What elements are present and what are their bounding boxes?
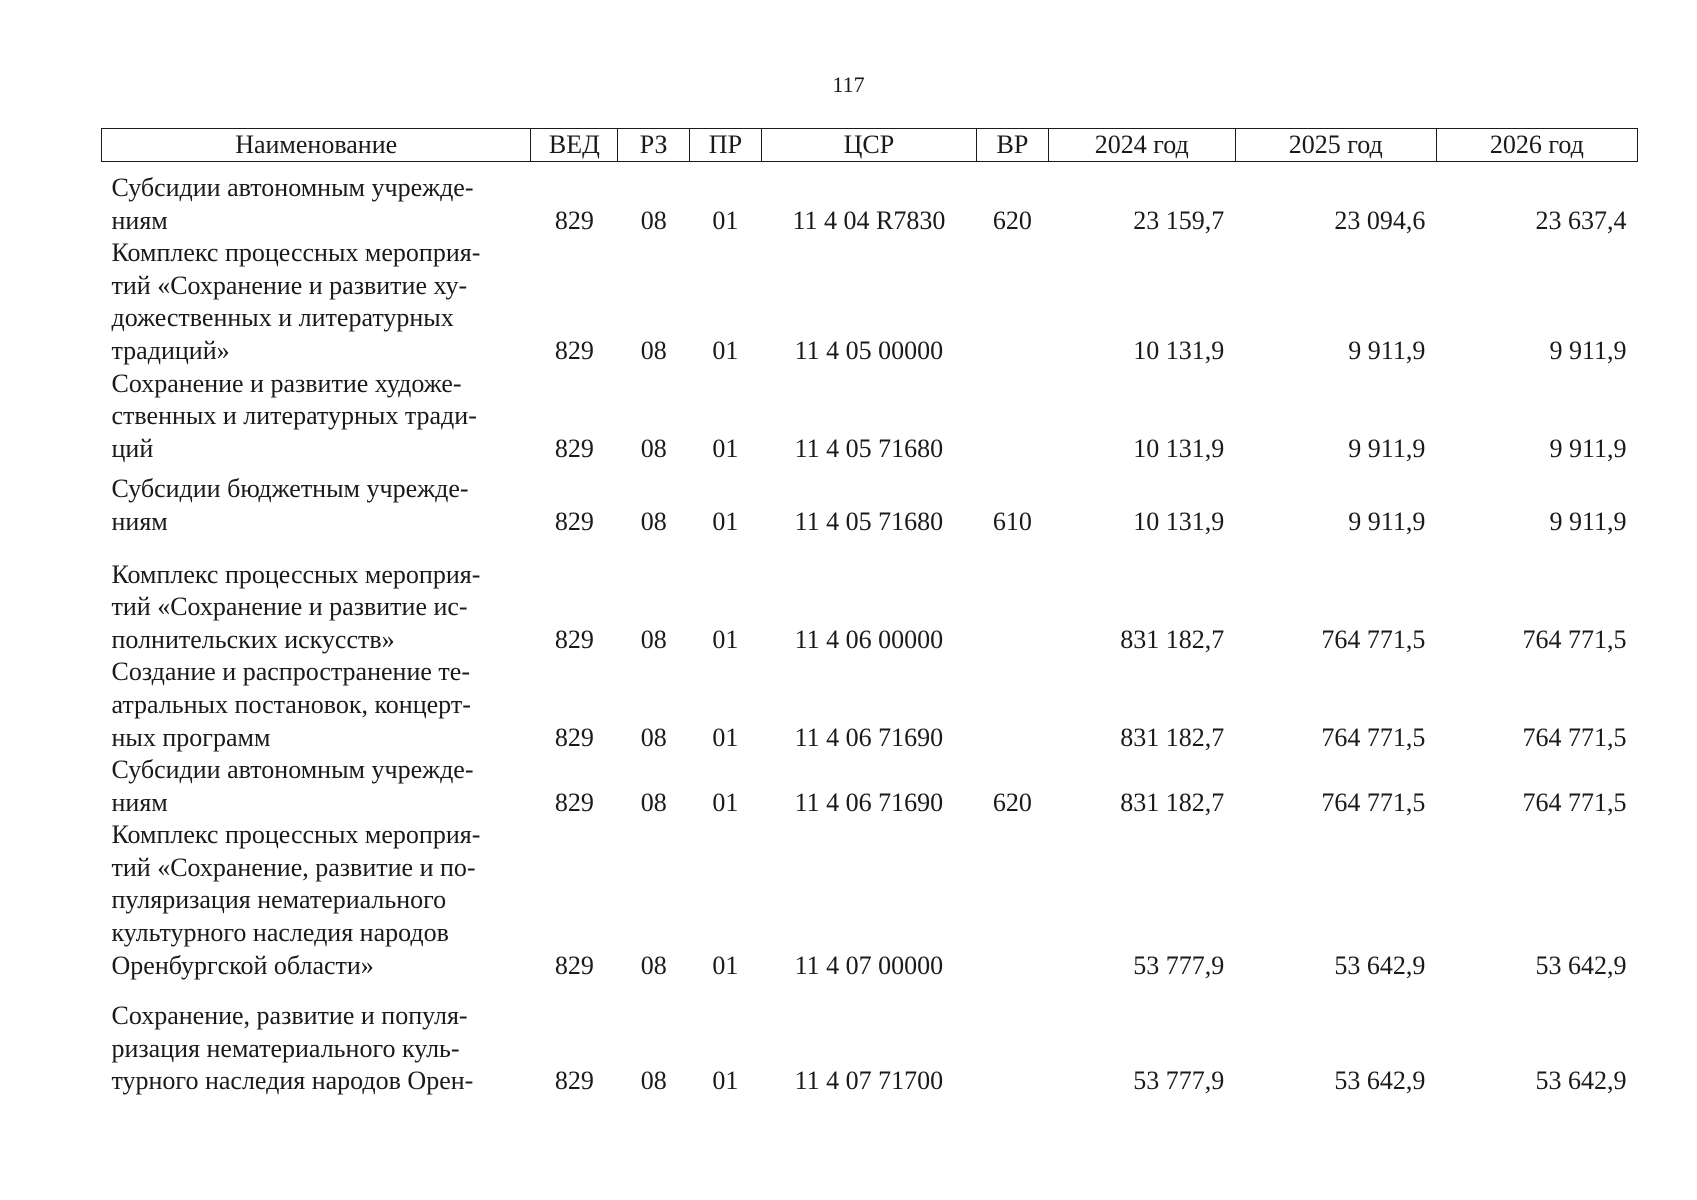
row-csr: 11 4 05 71680	[794, 506, 944, 536]
header-name: Наименование	[102, 129, 531, 162]
row-rz: 08	[640, 722, 667, 752]
row-amount-2025: 764 771,5	[1321, 787, 1426, 817]
row-name	[102, 754, 531, 819]
row-name-line: Создание и распространение те-	[111, 657, 470, 687]
row-amount-2025: 9 911,9	[1348, 433, 1426, 463]
row-name-line: Комплекс процессных мероприя-	[111, 238, 481, 268]
row-amount-2026: 53 642,9	[1535, 1066, 1627, 1096]
row-vr	[977, 656, 1049, 754]
table-row	[102, 539, 1638, 657]
row-name-line: Комплекс процессных мероприя-	[111, 559, 481, 589]
row-csr: 11 4 05 00000	[794, 335, 944, 365]
row-amount-2025: 9 911,9	[1348, 335, 1426, 365]
row-name	[102, 368, 531, 466]
row-name	[102, 539, 531, 657]
row-ved: 829	[554, 506, 594, 536]
row-pr: 01	[712, 624, 739, 654]
row-name-line: тий «Сохранение и развитие ис-	[111, 592, 468, 622]
row-name	[102, 162, 531, 238]
row-name-line: дожественных и литературных	[111, 303, 454, 333]
table-row	[102, 982, 1638, 1098]
row-ved: 829	[554, 722, 594, 752]
row-amount-2026: 764 771,5	[1522, 787, 1627, 817]
row-name	[102, 237, 531, 367]
table-row	[102, 754, 1638, 819]
row-amount-2024: 831 182,7	[1120, 787, 1225, 817]
row-vr	[977, 819, 1049, 982]
row-amount-2024: 10 131,9	[1133, 506, 1225, 536]
header-2025: 2025 год	[1235, 129, 1436, 162]
table-row	[102, 368, 1638, 466]
row-amount-2025: 9 911,9	[1348, 506, 1426, 536]
row-csr: 11 4 06 71690	[794, 722, 944, 752]
row-name-line: полнительских искусств»	[111, 624, 395, 654]
header-ved: ВЕД	[531, 129, 618, 162]
row-ved: 829	[554, 624, 594, 654]
row-name-line: ризация нематериального куль-	[111, 1033, 460, 1063]
row-amount-2025: 764 771,5	[1321, 624, 1426, 654]
row-name-line: традиций»	[111, 335, 230, 365]
row-name-line: турного наследия народов Орен-	[111, 1066, 474, 1096]
row-amount-2024: 831 182,7	[1120, 624, 1225, 654]
row-name-line: Субсидии автономным учрежде-	[111, 173, 474, 202]
row-amount-2025: 53 642,9	[1334, 1066, 1426, 1096]
row-name-line: Комплекс процессных мероприя-	[111, 820, 481, 850]
header-csr: ЦСР	[761, 129, 976, 162]
row-name	[102, 656, 531, 754]
row-ved: 829	[554, 950, 594, 980]
row-amount-2024: 23 159,7	[1133, 205, 1225, 235]
table-row	[102, 162, 1638, 238]
row-amount-2026: 9 911,9	[1549, 335, 1627, 365]
row-amount-2025: 23 094,6	[1334, 205, 1426, 235]
table-row	[102, 819, 1638, 982]
row-amount-2024: 10 131,9	[1133, 335, 1225, 365]
row-name-line: Субсидии автономным учрежде-	[111, 755, 474, 785]
row-pr: 01	[712, 433, 739, 463]
row-name-line: тий «Сохранение и развитие ху-	[111, 270, 468, 300]
header-2026: 2026 год	[1436, 129, 1637, 162]
row-vr	[977, 539, 1049, 657]
row-csr: 11 4 07 00000	[794, 950, 944, 980]
row-amount-2024: 10 131,9	[1133, 433, 1225, 463]
row-name-line: ных программ	[111, 722, 271, 752]
row-vr: 610	[992, 506, 1032, 536]
row-rz: 08	[640, 506, 667, 536]
row-vr: 620	[992, 205, 1032, 235]
row-pr: 01	[712, 722, 739, 752]
table-row	[102, 656, 1638, 754]
row-name-line: Субсидии бюджетным учрежде-	[111, 474, 469, 504]
row-amount-2024: 53 777,9	[1133, 950, 1225, 980]
row-csr: 11 4 07 71700	[794, 1066, 944, 1096]
row-name-line: атральных постановок, концерт-	[111, 689, 471, 719]
row-amount-2026: 9 911,9	[1549, 433, 1627, 463]
header-rz: РЗ	[618, 129, 690, 162]
row-csr: 11 4 05 71680	[794, 433, 944, 463]
row-amount-2025: 764 771,5	[1321, 722, 1426, 752]
table-row	[102, 237, 1638, 367]
row-csr: 11 4 06 00000	[794, 624, 944, 654]
table-row	[102, 465, 1638, 538]
row-rz: 08	[640, 1066, 667, 1096]
row-pr: 01	[712, 205, 739, 235]
row-vr: 620	[992, 787, 1032, 817]
row-amount-2024: 831 182,7	[1120, 722, 1225, 752]
row-amount-2026: 9 911,9	[1549, 506, 1627, 536]
row-name-line: ственных и литературных тради-	[111, 401, 477, 431]
row-amount-2026: 764 771,5	[1522, 722, 1627, 752]
row-rz: 08	[640, 787, 667, 817]
row-rz: 08	[640, 433, 667, 463]
row-amount-2026: 23 637,4	[1535, 205, 1627, 235]
row-name-line: ниям	[111, 205, 168, 235]
row-pr: 01	[712, 1066, 739, 1096]
row-name-line: Сохранение, развитие и популя-	[111, 1001, 468, 1031]
row-pr: 01	[712, 335, 739, 365]
header-pr: ПР	[690, 129, 762, 162]
row-name-line: ций	[111, 433, 154, 463]
header-2024: 2024 год	[1048, 129, 1235, 162]
row-vr	[977, 368, 1049, 466]
page-number: 117	[832, 72, 865, 97]
row-amount-2026: 53 642,9	[1535, 950, 1627, 980]
row-name-line: культурного наследия народов	[111, 918, 449, 948]
header-vr: ВР	[977, 129, 1049, 162]
row-name-line: Сохранение и развитие художе-	[111, 368, 462, 398]
row-name	[102, 982, 531, 1098]
row-vr	[977, 982, 1049, 1098]
row-amount-2025: 53 642,9	[1334, 950, 1426, 980]
row-rz: 08	[640, 950, 667, 980]
row-amount-2024: 53 777,9	[1133, 1066, 1225, 1096]
row-pr: 01	[712, 506, 739, 536]
row-name-line: Оренбургской области»	[111, 950, 374, 980]
row-vr	[977, 237, 1049, 367]
row-pr: 01	[712, 787, 739, 817]
row-ved: 829	[554, 335, 594, 365]
budget-table	[101, 128, 1638, 1098]
row-csr: 11 4 06 71690	[794, 787, 944, 817]
row-amount-2026: 764 771,5	[1522, 624, 1627, 654]
row-rz: 08	[640, 205, 667, 235]
row-csr: 11 4 04 R7830	[792, 205, 946, 235]
row-rz: 08	[640, 335, 667, 365]
row-pr: 01	[712, 950, 739, 980]
row-ved: 829	[554, 433, 594, 463]
table-header-row	[102, 129, 1638, 162]
row-rz: 08	[640, 624, 667, 654]
row-name-line: тий «Сохранение, развитие и по-	[111, 852, 476, 882]
row-name-line: ниям	[111, 787, 168, 817]
row-ved: 829	[554, 205, 594, 235]
row-name-line: пуляризация нематериального	[111, 885, 447, 915]
table-body	[102, 162, 1638, 1099]
row-name	[102, 465, 531, 538]
row-name-line: ниям	[111, 506, 168, 536]
row-ved: 829	[554, 1066, 594, 1096]
row-ved: 829	[554, 787, 594, 817]
row-name	[102, 819, 531, 982]
